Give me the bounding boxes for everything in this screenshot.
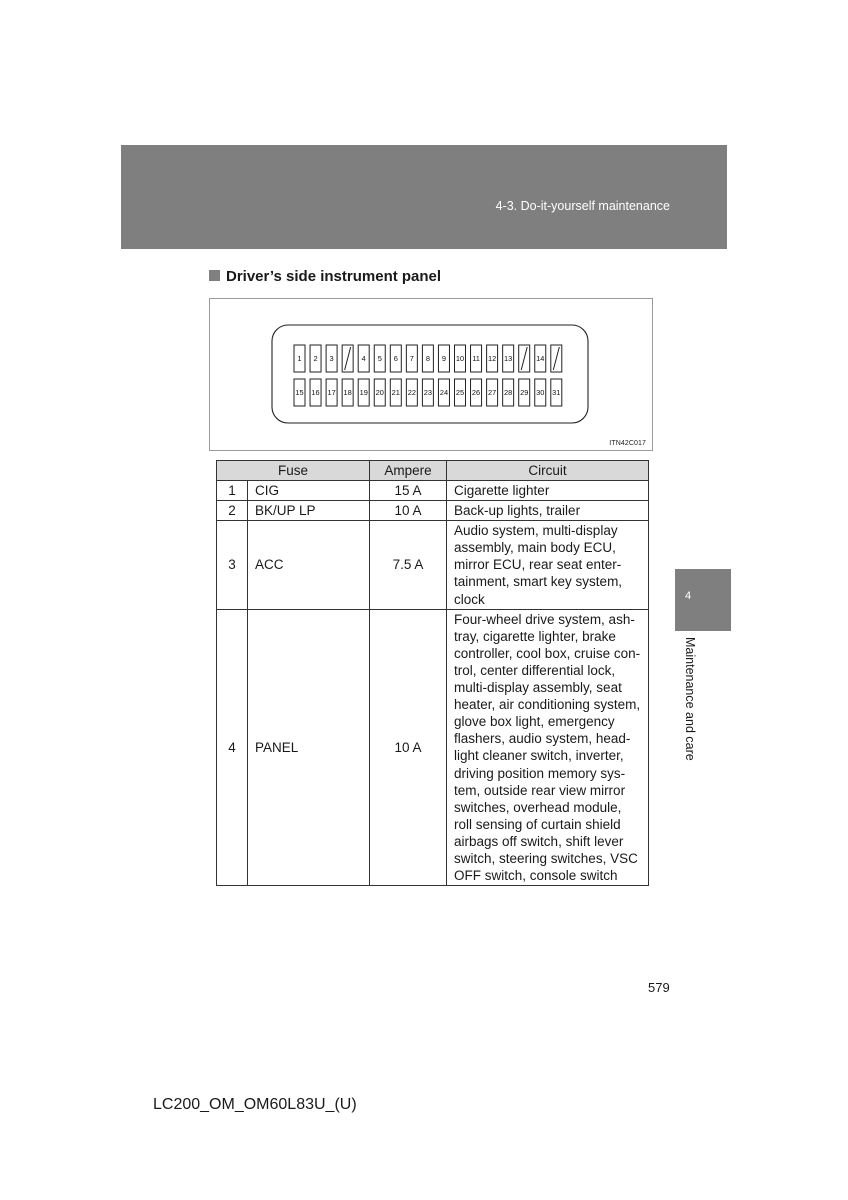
- table-row: [217, 501, 649, 521]
- fuse-number: 1: [217, 481, 248, 501]
- circuit-line: controller, cool box, cruise con-: [454, 645, 641, 661]
- fuse-slot-22: [406, 379, 417, 406]
- fuse-slot-number: 18: [343, 388, 352, 398]
- fuse-slot-1: [294, 345, 305, 372]
- chapter-label: Maintenance and care: [683, 637, 697, 761]
- fuse-slot-10: [455, 345, 466, 372]
- fuse-slot-number: 17: [327, 388, 336, 398]
- fuse-slot-19: [358, 379, 369, 406]
- fuse-circuit: Back-up lights, trailer: [447, 501, 649, 521]
- circuit-line: flashers, audio system, head-: [454, 731, 631, 747]
- fuse-slot-number: 3: [329, 354, 334, 364]
- table-row: [217, 481, 649, 501]
- circuit-line: switch, steering switches, VSC: [454, 850, 638, 866]
- circuit-line: driving position memory sys-: [454, 765, 626, 781]
- heading-text: Driver’s side instrument panel: [226, 268, 442, 285]
- table-row: [217, 521, 649, 609]
- fuse-slot-4: [358, 345, 369, 372]
- fuse-row-top: [294, 345, 562, 372]
- fuse-slot-empty-3: [342, 345, 353, 372]
- fuse-slot-number: 26: [471, 388, 481, 398]
- fuse-slot-number: 29: [520, 388, 529, 398]
- fuse-slot-number: 23: [423, 388, 433, 398]
- circuit-line: Audio system, multi-display: [454, 523, 618, 539]
- fuse-slot-number: 31: [552, 388, 561, 398]
- section-title: 4-3. Do-it-yourself maintenance: [495, 199, 670, 213]
- circuit-line: Four-wheel drive system, ash-: [454, 611, 635, 627]
- fuse-ampere: 10 A: [370, 609, 447, 886]
- fuse-slot-number: 7: [409, 354, 414, 364]
- fuse-slot-number: 12: [487, 354, 497, 364]
- fuse-circuit: Cigarette lighter: [447, 481, 649, 501]
- fuse-slot-number: 9: [441, 354, 447, 364]
- circuit-line: light cleaner switch, inverter,: [454, 748, 624, 764]
- fuse-slot-number: 5: [377, 354, 382, 364]
- fuse-slot-empty-16: [551, 345, 562, 372]
- col-header-circuit: Circuit: [447, 461, 649, 481]
- fuse-circuit: [447, 609, 649, 886]
- fuse-slot-2: [310, 345, 321, 372]
- table-header-row: [217, 461, 649, 481]
- fuse-slot-27: [487, 379, 498, 406]
- fuse-slot-17: [326, 379, 337, 406]
- fuse-slot-number: 16: [311, 388, 320, 398]
- fuse-circuit: [447, 521, 649, 609]
- fuse-slot-number: 4: [361, 354, 366, 364]
- circuit-line: roll sensing of curtain shield: [454, 816, 621, 832]
- fuse-slot-number: 6: [393, 354, 398, 364]
- fuse-slot-5: [374, 345, 385, 372]
- fuse-slot-number: 28: [504, 388, 513, 398]
- fuse-row-bottom: [294, 379, 562, 406]
- fuse-slot-number: 22: [407, 388, 416, 398]
- document-code: LC200_OM_OM60L83U_(U): [153, 1096, 357, 1113]
- circuit-line: trol, center differential lock,: [454, 662, 616, 678]
- fuse-slot-number: 24: [439, 388, 449, 398]
- fuse-slot-16: [310, 379, 321, 406]
- fuse-slot-number: 14: [536, 354, 545, 364]
- page-number: 579: [648, 980, 670, 995]
- fuse-slot-11: [471, 345, 482, 372]
- square-bullet-icon: [209, 270, 220, 281]
- fuse-slot-number: 13: [504, 354, 513, 364]
- circuit-line: glove box light, emergency: [454, 714, 615, 730]
- fuse-slot-number: 25: [455, 388, 465, 398]
- fuse-slot-number: 15: [295, 388, 304, 398]
- fuse-slot-14: [535, 345, 546, 372]
- circuit-line: heater, air conditioning system,: [454, 697, 641, 713]
- fuse-slot-number: 30: [536, 388, 545, 398]
- circuit-line: switches, overhead module,: [454, 799, 622, 815]
- circuit-line: clock: [454, 591, 485, 607]
- fuse-slot-7: [406, 345, 417, 372]
- circuit-line: tainment, smart key system,: [454, 574, 623, 590]
- fuse-slot-empty-14: [519, 345, 530, 372]
- fuse-slot-number: 21: [391, 388, 400, 398]
- fuse-slot-9: [438, 345, 449, 372]
- circuit-line: multi-display assembly, seat: [454, 680, 622, 696]
- fuse-slot-12: [487, 345, 498, 372]
- fuse-slot-13: [503, 345, 514, 372]
- fuse-slot-number: 27: [487, 388, 497, 398]
- fuse-name: PANEL: [248, 609, 370, 886]
- fuse-table: [216, 460, 649, 886]
- fuse-slot-number: 1: [297, 354, 302, 364]
- chapter-tab: [675, 569, 731, 631]
- circuit-line: tem, outside rear view mirror: [454, 782, 626, 798]
- fuse-slot-number: 10: [455, 354, 465, 364]
- fuse-number: 4: [217, 609, 248, 886]
- fuse-name: ACC: [248, 521, 370, 609]
- fuse-slot-18: [342, 379, 353, 406]
- fuse-diagram-svg: [210, 299, 654, 452]
- fuse-slot-30: [535, 379, 546, 406]
- circuit-line: tray, cigarette lighter, brake: [454, 628, 616, 644]
- fuse-slot-24: [438, 379, 449, 406]
- fuse-name: BK/UP LP: [248, 501, 370, 521]
- fuse-number: 2: [217, 501, 248, 521]
- fuse-slot-number: 2: [313, 354, 318, 364]
- fuse-slot-20: [374, 379, 385, 406]
- table-row: [217, 609, 649, 886]
- circuit-line: mirror ECU, rear seat enter-: [454, 557, 622, 573]
- fuse-ampere: 15 A: [370, 481, 447, 501]
- fuse-slot-3: [326, 345, 337, 372]
- fuse-slot-number: 20: [375, 388, 384, 398]
- fuse-slot-15: [294, 379, 305, 406]
- fuse-name: CIG: [248, 481, 370, 501]
- diagram-code: ITN42C017: [609, 440, 646, 447]
- section-header-band: [121, 145, 727, 249]
- fuse-slot-6: [390, 345, 401, 372]
- fuse-slot-25: [455, 379, 466, 406]
- fuse-box-outline: [272, 325, 588, 423]
- fuse-box-diagram: [209, 298, 653, 451]
- fuse-slot-28: [503, 379, 514, 406]
- fuse-number: 3: [217, 521, 248, 609]
- circuit-line: OFF switch, console switch: [454, 868, 618, 884]
- col-header-fuse: Fuse: [217, 461, 370, 481]
- section-heading: [209, 268, 441, 285]
- fuse-slot-number: 19: [359, 388, 368, 398]
- fuse-ampere: 7.5 A: [370, 521, 447, 609]
- fuse-slot-8: [422, 345, 433, 372]
- fuse-slot-29: [519, 379, 530, 406]
- circuit-line: airbags off switch, shift lever: [454, 833, 624, 849]
- col-header-ampere: Ampere: [370, 461, 447, 481]
- fuse-slot-21: [390, 379, 401, 406]
- fuse-slot-26: [471, 379, 482, 406]
- fuse-slot-31: [551, 379, 562, 406]
- fuse-slot-number: 11: [472, 354, 480, 364]
- fuse-ampere: 10 A: [370, 501, 447, 521]
- circuit-line: assembly, main body ECU,: [454, 540, 616, 556]
- fuse-slot-number: 8: [425, 354, 430, 364]
- fuse-slot-23: [422, 379, 433, 406]
- chapter-number: 4: [685, 590, 692, 602]
